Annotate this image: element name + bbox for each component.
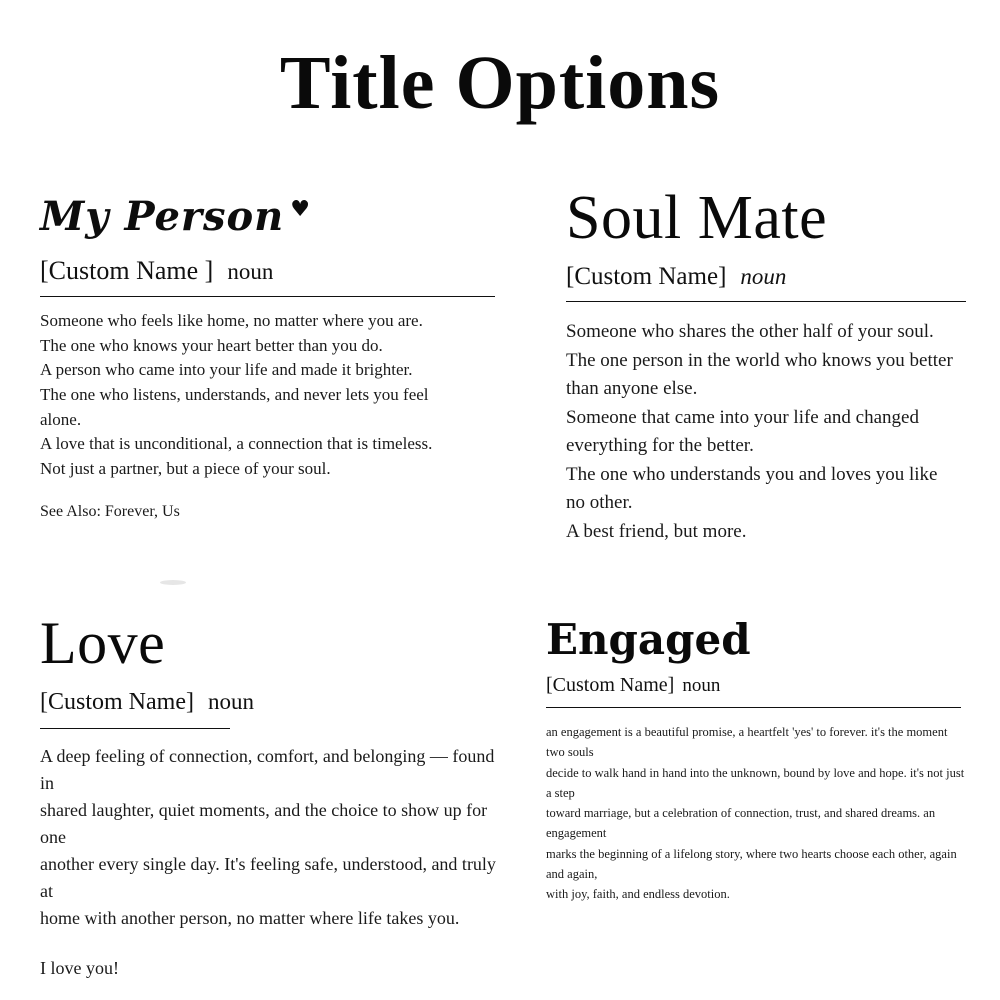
option-card-love[interactable] [40, 612, 510, 979]
custom-name-line[interactable] [546, 674, 966, 697]
option-title-love: Love [40, 610, 166, 676]
custom-name-line[interactable] [40, 256, 495, 286]
definition-line: The one person in the world who knows you better [566, 349, 953, 371]
definition-line: everything for the better. [566, 435, 754, 457]
definition-line: Not just a partner, but a piece of your soul. [40, 458, 331, 478]
heart-icon: ♥ [290, 197, 311, 222]
definition-text [546, 722, 966, 904]
definition-line: A best friend, but more. [566, 520, 747, 542]
option-title-soul-mate: Soul Mate [566, 184, 828, 252]
definition-line: A person who came into your life and made it brighter. [40, 360, 413, 380]
definition-text [40, 309, 495, 481]
part-of-speech: noun [207, 689, 254, 714]
definition-line: The one who knows your heart better than you do. [40, 335, 383, 355]
definition-line: home with another person, no matter where life takes you. [40, 908, 460, 928]
option-title-engaged: Engaged [546, 615, 751, 664]
divider-rule [40, 728, 230, 729]
divider-rule [566, 301, 966, 302]
definition-line: The one who understands you and loves you like [566, 463, 938, 485]
page-title: Title Options [279, 41, 721, 125]
definition-line: Someone who shares the other half of your soul. [566, 321, 934, 343]
definition-text [566, 318, 966, 546]
part-of-speech: noun [740, 264, 787, 290]
custom-name-line[interactable] [566, 263, 966, 291]
definition-line: decide to walk hand in hand into the unknown, bound by love and hope. it's not just a step [546, 765, 965, 800]
option-title-my-person [40, 193, 495, 240]
divider-rule [40, 296, 495, 297]
definition-line: no other. [566, 492, 633, 514]
definition-line: another every single day. It's feeling safe, understood, and truly at [40, 854, 496, 901]
closing-text: I love you! [40, 958, 119, 978]
definition-line: A deep feeling of connection, comfort, and belonging — found in [40, 746, 495, 793]
custom-name-placeholder: [Custom Name] [40, 689, 194, 715]
divider-rule [546, 707, 961, 708]
custom-name-line[interactable] [40, 689, 510, 716]
definition-line: toward marriage, but a celebration of connection, trust, and shared dreams. an engagement [546, 806, 936, 841]
part-of-speech: noun [682, 675, 721, 697]
option-card-engaged[interactable] [546, 615, 966, 904]
part-of-speech: noun [227, 259, 274, 284]
definition-line: than anyone else. [566, 378, 698, 400]
definition-line: alone. [40, 409, 82, 429]
definition-line: shared laughter, quiet moments, and the choice to show up for one [40, 800, 488, 847]
see-also-text: See Also: Forever, Us [40, 503, 180, 521]
option-title-text: My Person [40, 193, 285, 240]
custom-name-placeholder: [Custom Name ] [40, 256, 214, 285]
definition-text [40, 743, 510, 932]
custom-name-placeholder: [Custom Name] [546, 674, 675, 697]
definition-line: Someone who feels like home, no matter where you are. [40, 311, 423, 330]
custom-name-placeholder: [Custom Name] [566, 263, 727, 291]
definition-line: Someone that came into your life and changed [566, 406, 919, 428]
option-card-soul-mate[interactable] [566, 186, 966, 546]
definition-line: an engagement is a beautiful promise, a heartfelt 'yes' to forever. it's the moment two souls [546, 725, 948, 760]
definition-line: with joy, faith, and endless devotion. [546, 887, 730, 902]
paper-speck [160, 580, 186, 585]
option-card-my-person[interactable] [40, 193, 495, 521]
definition-line: The one who listens, understands, and never lets you feel [40, 384, 429, 404]
definition-line: A love that is unconditional, a connection that is timeless. [40, 434, 433, 454]
definition-line: marks the beginning of a lifelong story, where two hearts choose each other, again and again, [546, 846, 957, 881]
